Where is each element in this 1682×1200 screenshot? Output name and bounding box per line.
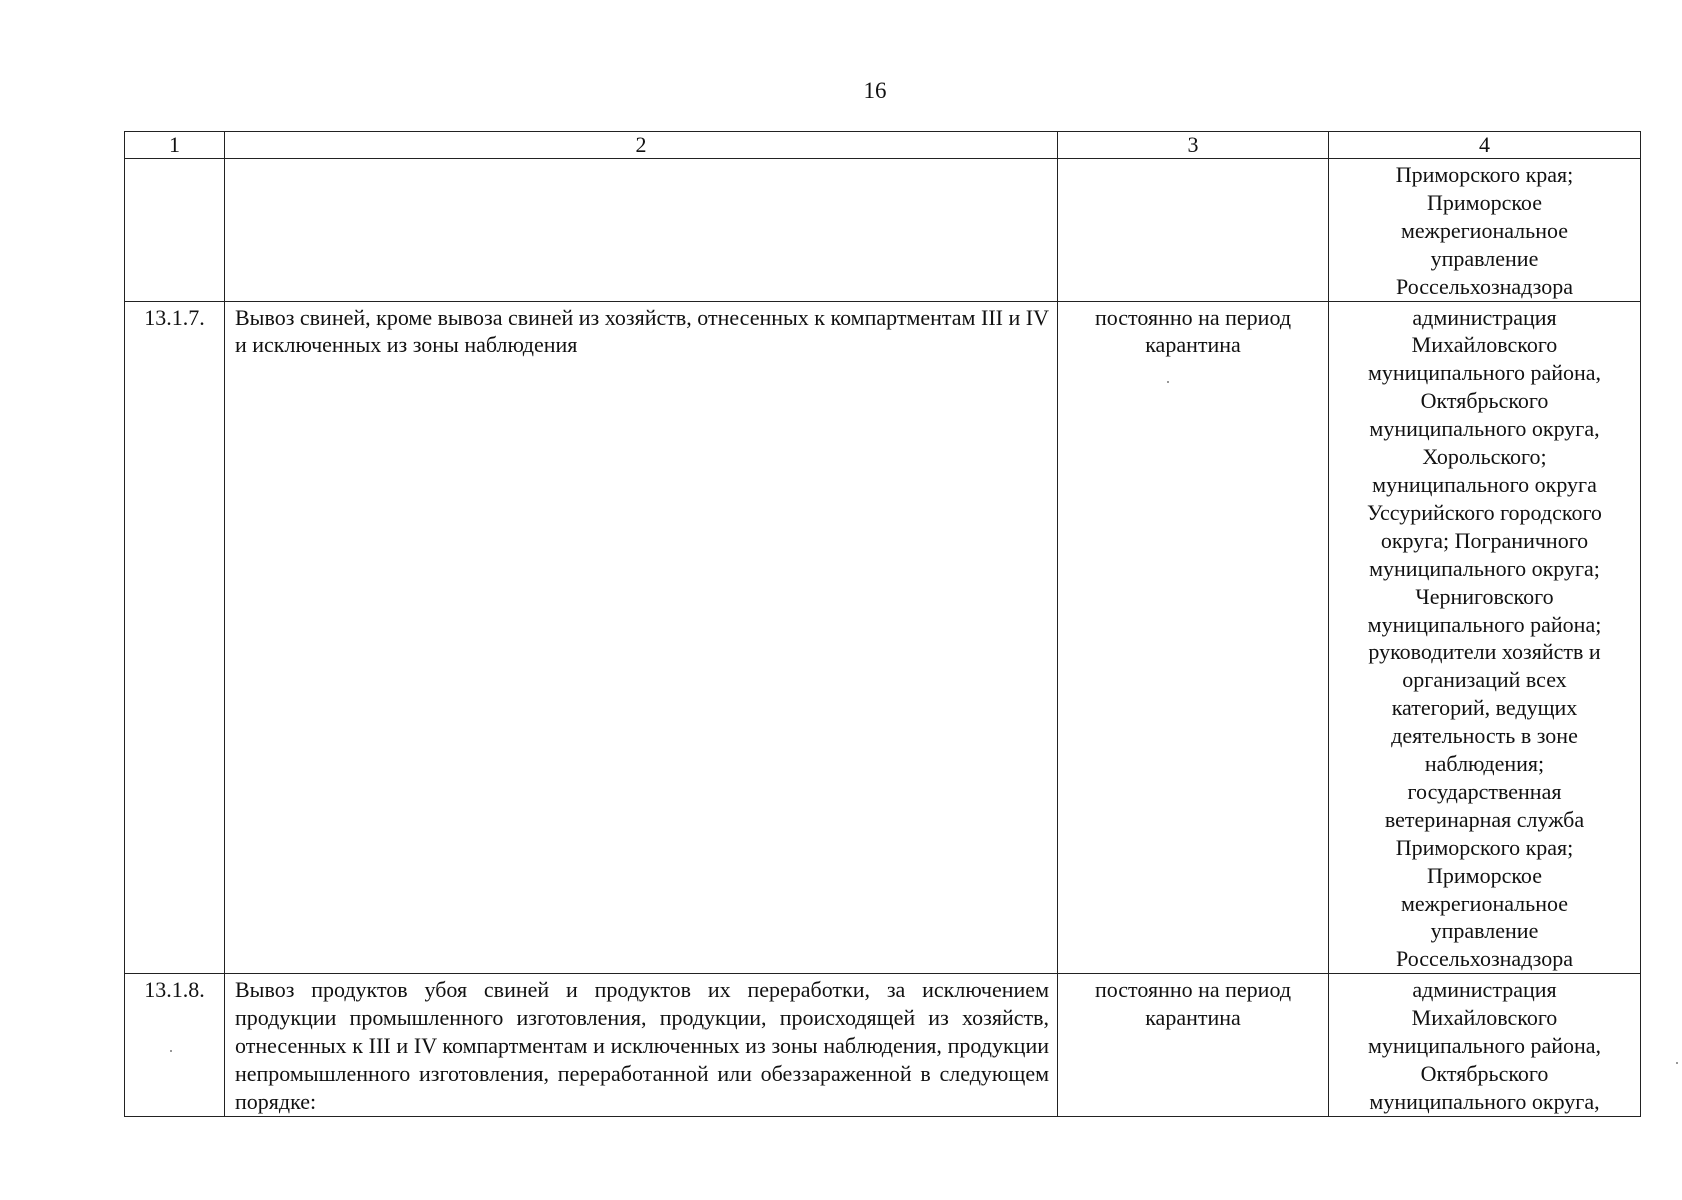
cell-line: управление [1430, 245, 1539, 271]
cell-line: Приморское [1427, 189, 1542, 215]
cell-line: деятельность в зоне [1391, 723, 1578, 749]
row-term [1058, 974, 1329, 1117]
row-executors [1329, 159, 1641, 302]
scan-speck [170, 1050, 172, 1052]
cell-line: Приморского края; [1395, 162, 1574, 187]
row-number: 13.1.7. [125, 301, 225, 974]
row-description: Вывоз свиней, кроме вывоза свиней из хозяйств, отнесенных к компартментам III и IV и исключенных из зоны наблюдения [225, 301, 1058, 974]
column-header-3: 3 [1058, 132, 1329, 159]
measures-table [124, 131, 1641, 1117]
table-row [125, 159, 1641, 302]
column-header-4: 4 [1329, 132, 1641, 159]
cell-line: муниципального округа, [1369, 1088, 1600, 1114]
row-description: Вывоз продуктов убоя свиней и продуктов их переработки, за исключением продукции промышленного изготовления, продукции, происходящей из хозяйств, отнесенных к III и IV компартментам и исключенных из зоны наблюдения, продукции непромышленного изготовления, переработанной или обеззараженной в следующем порядке: [225, 974, 1058, 1117]
row-term [1058, 301, 1329, 974]
cell-line: карантина [1145, 1005, 1241, 1031]
scan-speck [1676, 1062, 1678, 1064]
row-description [225, 159, 1058, 302]
cell-line: государственная [1407, 778, 1562, 804]
cell-line: категорий, ведущих [1391, 695, 1578, 721]
table-row [125, 974, 1641, 1117]
cell-line: муниципального района, [1367, 360, 1602, 386]
page-number: 16 [863, 78, 887, 103]
cell-line: постоянно на период [1094, 977, 1292, 1003]
cell-line: Уссурийского городского [1367, 499, 1602, 525]
cell-line: постоянно на период [1094, 304, 1292, 330]
cell-line: Россельхознадзора [1396, 946, 1573, 972]
cell-line: карантина [1145, 332, 1241, 358]
cell-line: муниципального округа; [1369, 555, 1600, 581]
cell-line: Приморское [1427, 862, 1542, 888]
cell-line: Приморского края; [1395, 834, 1574, 860]
row-number: 13.1.8. [125, 974, 225, 1117]
cell-line: муниципального района, [1367, 1033, 1602, 1059]
cell-line: округа; Пограничного [1380, 527, 1589, 553]
cell-line: Черниговского [1415, 583, 1554, 609]
row-executors [1329, 974, 1641, 1117]
row-number [125, 159, 225, 302]
column-header-1: 1 [125, 132, 225, 159]
cell-line: руководители хозяйств и [1368, 639, 1601, 665]
column-header-2: 2 [225, 132, 1058, 159]
cell-line: управление [1430, 918, 1539, 944]
cell-line: организаций всех [1402, 667, 1567, 693]
cell-line: межрегиональное [1401, 890, 1568, 916]
cell-line: наблюдения; [1424, 751, 1545, 777]
cell-line: межрегиональное [1401, 217, 1568, 243]
cell-line: Михайловского [1411, 1005, 1558, 1031]
cell-line: Россельхознадзора [1396, 273, 1573, 299]
cell-line: Михайловского [1411, 332, 1558, 358]
table-header-row [125, 132, 1641, 159]
cell-line: Октябрьского [1420, 388, 1549, 414]
cell-line: администрация [1412, 977, 1557, 1003]
cell-line: администрация [1412, 304, 1557, 330]
row-term [1058, 159, 1329, 302]
table-row [125, 301, 1641, 974]
cell-line: муниципального округа [1372, 471, 1597, 497]
cell-line: муниципального района; [1367, 611, 1602, 637]
cell-line: муниципального округа, [1369, 416, 1600, 442]
scan-speck [1167, 381, 1169, 383]
cell-line: Хорольского; [1422, 444, 1547, 470]
cell-line: Октябрьского [1420, 1061, 1549, 1086]
row-executors [1329, 301, 1641, 974]
cell-line: ветеринарная служба [1384, 806, 1585, 832]
